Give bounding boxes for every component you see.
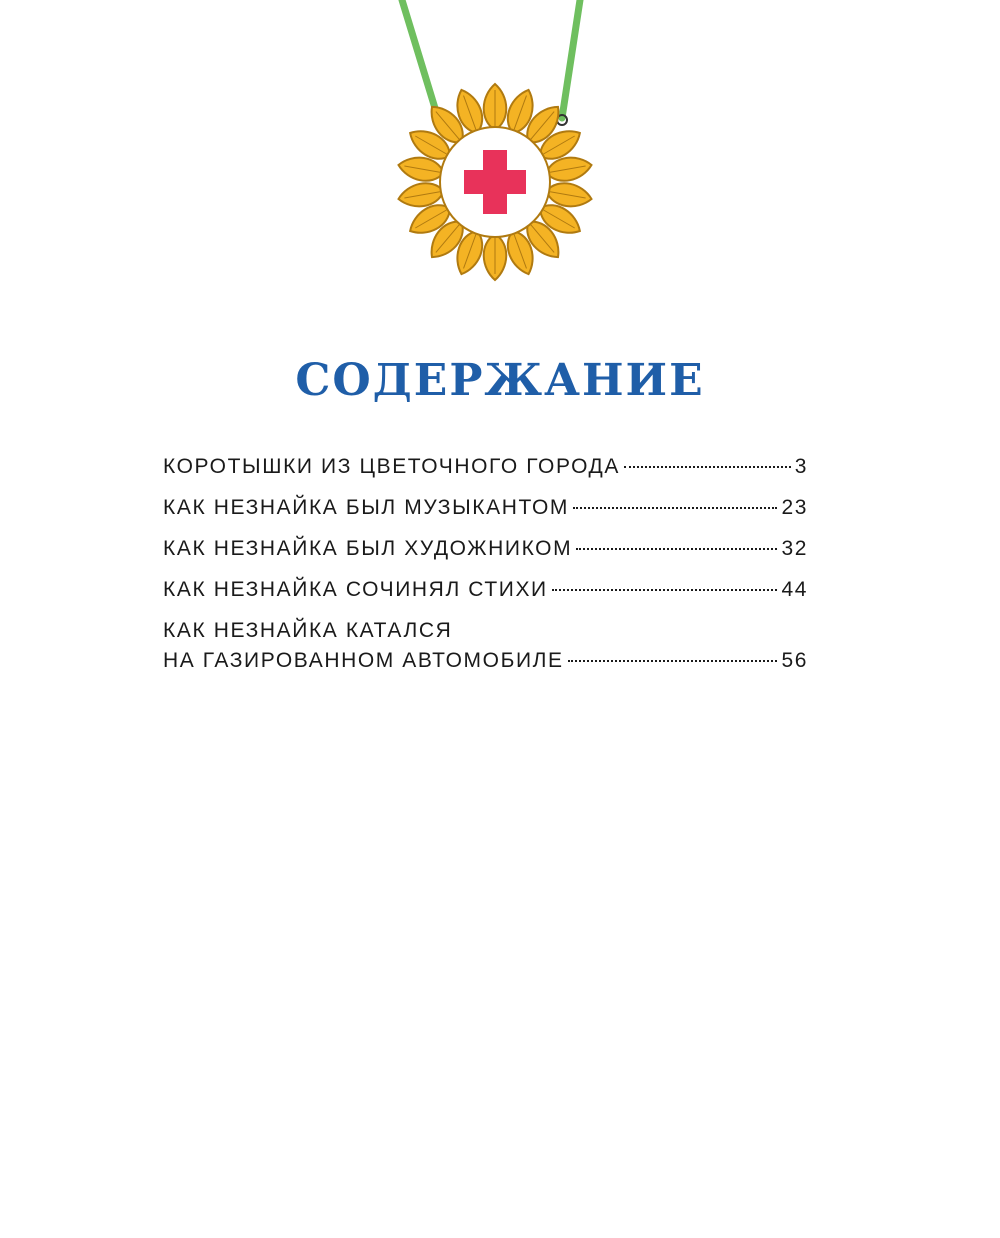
sunflower-badge-icon bbox=[340, 0, 660, 350]
toc-entry-title: КОРОТЫШКИ ИЗ ЦВЕТОЧНОГО ГОРОДА bbox=[163, 455, 620, 478]
toc-entry-title: КАК НЕЗНАЙКА БЫЛ ХУДОЖНИКОМ bbox=[163, 537, 573, 560]
toc-line bbox=[163, 493, 808, 523]
toc-line bbox=[163, 646, 808, 676]
toc-entry[interactable] bbox=[163, 575, 808, 605]
toc-page-number: 32 bbox=[781, 537, 808, 560]
toc-page-number: 56 bbox=[781, 649, 808, 672]
dot-leader bbox=[624, 466, 791, 468]
dot-leader bbox=[573, 507, 777, 509]
dot-leader bbox=[576, 548, 777, 550]
toc-line bbox=[163, 534, 808, 564]
toc-entry-title-line1: КАК НЕЗНАЙКА КАТАЛСЯ bbox=[163, 619, 453, 642]
table-of-contents bbox=[163, 452, 808, 687]
dot-leader bbox=[552, 589, 778, 591]
toc-entry[interactable] bbox=[163, 534, 808, 564]
toc-page-number: 3 bbox=[794, 455, 808, 478]
sunflower-badge-illustration bbox=[340, 0, 660, 350]
toc-entry-title: КАК НЕЗНАЙКА СОЧИНЯЛ СТИХИ bbox=[163, 578, 548, 601]
toc-line bbox=[163, 452, 808, 482]
dot-leader bbox=[568, 660, 778, 662]
right-ribbon bbox=[562, 0, 580, 118]
toc-line bbox=[163, 575, 808, 605]
toc-entry[interactable] bbox=[163, 616, 808, 676]
toc-entry-title: КАК НЕЗНАЙКА БЫЛ МУЗЫКАНТОМ bbox=[163, 496, 569, 519]
page-title: СОДЕРЖАНИЕ bbox=[295, 355, 705, 406]
left-ribbon bbox=[402, 0, 438, 118]
toc-entry[interactable] bbox=[163, 452, 808, 482]
toc-page-number: 23 bbox=[781, 496, 808, 519]
toc-page-number: 44 bbox=[781, 578, 808, 601]
toc-entry[interactable] bbox=[163, 493, 808, 523]
toc-entry-title: НА ГАЗИРОВАННОМ АВТОМОБИЛЕ bbox=[163, 649, 564, 672]
cross-vertical bbox=[483, 150, 507, 214]
